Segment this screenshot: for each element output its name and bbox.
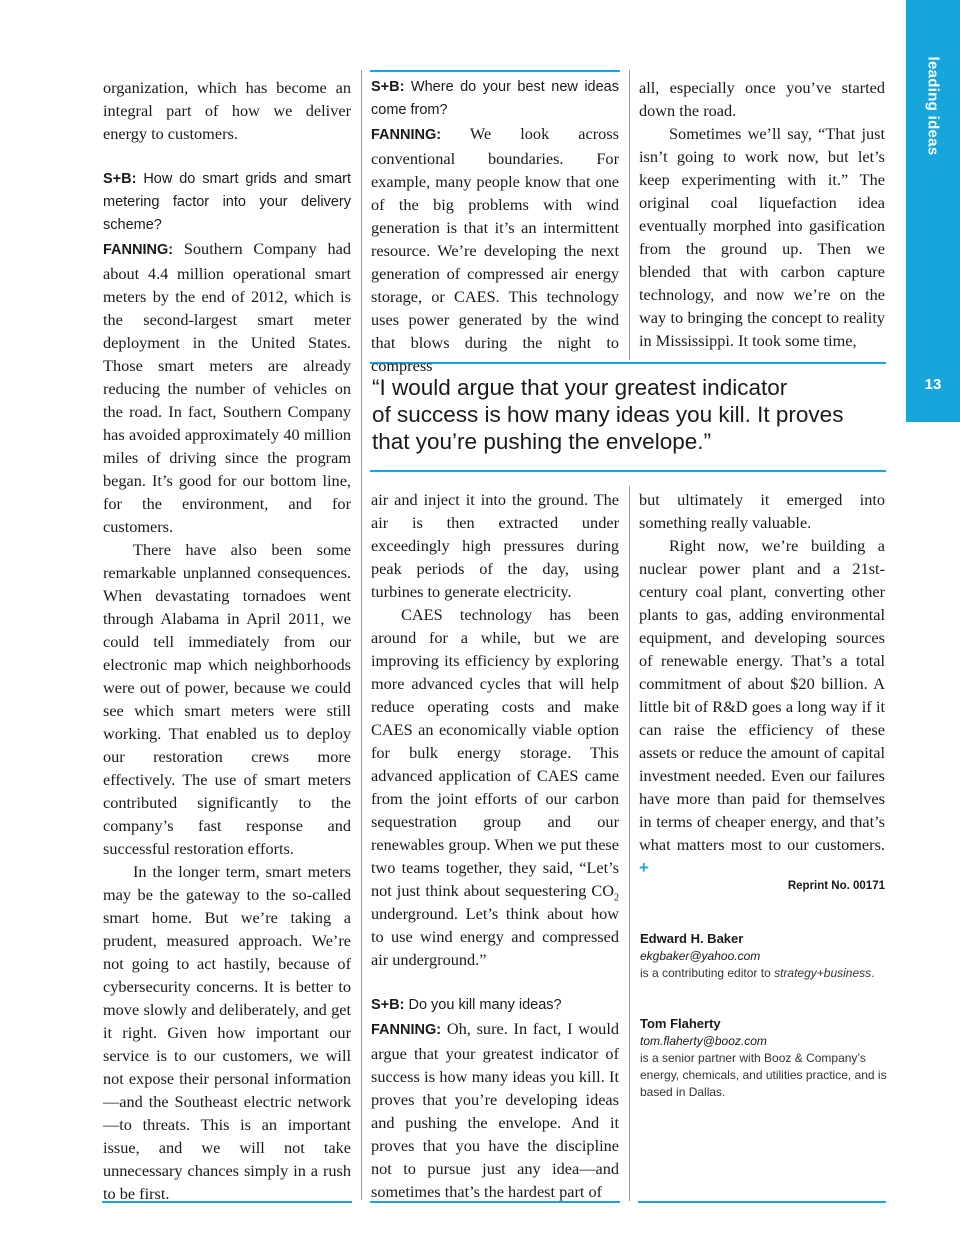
question <box>371 994 619 1017</box>
answer <box>371 122 619 377</box>
question-text: Do you kill many ideas? <box>404 997 562 1013</box>
author-description <box>640 965 890 982</box>
author-name: Tom Flaherty <box>640 1016 721 1031</box>
column-divider-1 <box>361 70 362 1200</box>
column-2-top <box>371 76 619 377</box>
column-3-top <box>639 76 885 352</box>
author-bio <box>640 1015 890 1101</box>
end-mark-icon: + <box>639 859 649 877</box>
author-description-text: . <box>871 966 875 980</box>
column-1 <box>103 76 351 1205</box>
pull-quote-line: “I would argue that your greatest indicator <box>372 375 788 400</box>
author-email[interactable]: ekgbaker@yahoo.com <box>640 949 761 963</box>
section-tab <box>906 0 960 422</box>
author-description-text: is a contributing editor to <box>640 966 775 980</box>
author-description: is a senior partner with Booz & Company’s energy, chemicals, and utilities practice, and is based in Dallas. <box>640 1051 887 1099</box>
paragraph: but ultimately it emerged into something really valuable. <box>639 490 885 532</box>
answer-label: FANNING: <box>371 127 442 143</box>
answer-label: FANNING: <box>371 1022 442 1038</box>
question-label: S+B: <box>371 997 405 1013</box>
paragraph <box>371 603 619 971</box>
paragraph: Sometimes we’ll say, “That just isn’t going to work now, but let’s keep experimenting with it.” The original coal liquefaction idea eventually morphed into gasification from the ground up. Then we blended that with carbon capture technology, and now we’re on the way to bringing the concept to reality in Mississippi. It took some time, <box>639 124 885 350</box>
page-number: 13 <box>924 376 942 393</box>
answer <box>103 237 351 538</box>
top-rule-col2 <box>370 70 620 72</box>
paragraph: air and inject it into the ground. The air is then extracted under exceedingly high pressures during peak periods of the day, using turbines to generate electricity. <box>371 490 619 601</box>
answer-label: FANNING: <box>103 242 174 258</box>
answer-text: Southern Company had about 4.4 million operational smart meters by the end of 2012, which is the second-largest smart meter deployment in the United States. Those smart meters are already reducing the number of vehicles on the road. In fact, Southern Company has avoided approximately 40 million miles of driving since the program began. It’s good for our bottom line, for the environment, and for customers. <box>103 239 351 536</box>
paragraph: There have also been some remarkable unplanned consequences. When devastating tornadoes went through Alabama in April 2011, we could tell immediately from our electronic map which neighborhoods were out of power, because we could see which smart meters were still working. That enabled us to deploy our restoration crews more effectively. The use of smart meters contributed significantly to the company’s fast response and successful restoration efforts. <box>103 540 351 858</box>
section-tab-label: leading ideas <box>924 56 942 156</box>
answer <box>371 1017 619 1203</box>
column-2-bottom <box>371 488 619 1203</box>
paragraph-text: Right now, we’re building a nuclear power plant and a 21st-century coal plant, converting other plants to gas, adding environmental equipment, and developing sources of renewable energy. That’s a total commitment of about $20 billion. A little bit of R&D goes a long way if it can raise the efficiency of these assets or reduce the amount of capital investment needed. Even our failures have more than paid for themselves in terms of cheaper energy, and that’s what matters most to our customers. <box>639 536 885 854</box>
bottom-rule-col3 <box>638 1201 886 1203</box>
subscript: 2 <box>614 892 619 904</box>
author-name: Edward H. Baker <box>640 931 744 946</box>
question <box>103 168 351 237</box>
pull-quote-line: that you’re pushing the envelope.” <box>372 429 711 454</box>
question-text: Where do your best new ideas come from? <box>371 79 619 118</box>
paragraph-text: underground. Let’s think about how to use wind energy and compressed air underground.” <box>371 904 619 969</box>
pull-quote <box>372 374 882 455</box>
author-bio <box>640 930 890 982</box>
answer-text: We look across conventional boundaries. For example, many people know that one of the big problems with wind generation is that it’s an intermittent resource. We’re developing the next generation of compressed air energy storage, or CAES. This technology uses power generated by the wind that blows during the night to compress <box>371 124 619 375</box>
pullquote-bottom-rule <box>370 470 886 472</box>
column-3-bottom <box>639 488 885 880</box>
question-text: How do smart grids and smart metering factor into your delivery scheme? <box>103 171 351 233</box>
question <box>371 76 619 122</box>
paragraph: In the longer term, smart meters may be the gateway to the so-called smart home. But we’re taking a prudent, measured approach. We’re not going to act hastily, because of cybersecurity concerns. It is better to move slowly and deliberately, and get it right. Given how important our service is to our customers, we will not expose their personal information—and the Southeast electric network—to threats. This is an important issue, and we will not take unnecessary chances simply in a rush to be first. <box>103 862 351 1203</box>
pull-quote-line: of success is how many ideas you kill. It proves <box>372 402 844 427</box>
author-email[interactable]: tom.flaherty@booz.com <box>640 1034 767 1048</box>
paragraph: organization, which has become an integral part of how we deliver energy to customers. <box>103 78 351 143</box>
question-label: S+B: <box>103 171 137 187</box>
paragraph: all, especially once you’ve started down the road. <box>639 78 885 120</box>
answer-text: Oh, sure. In fact, I would argue that your greatest indicator of success is how many ideas you kill. It proves that you’re developing ideas and pushing the envelope. And it proves that you have the discipline not to pursue just any idea—and sometimes that’s the hardest part of <box>371 1019 619 1201</box>
paragraph <box>639 534 885 880</box>
section-tab-label-wrap <box>906 0 960 240</box>
column-divider-2-top <box>629 70 630 360</box>
column-divider-2-bottom <box>629 486 630 1201</box>
question-label: S+B: <box>371 79 405 95</box>
paragraph-text: CAES technology has been around for a while, but we are improving its efficiency by exploring more advanced cycles that will help reduce operating costs and make CAES an economically viable option for bulk energy storage. This advanced application of CAES came from the joint efforts of our carbon sequestration group and our renewables group. When we put these two teams together, they said, “Let’s not just think about sequestering CO <box>371 605 619 900</box>
reprint-number: Reprint No. 00171 <box>787 880 885 892</box>
publication-name: strategy+business <box>774 966 872 980</box>
